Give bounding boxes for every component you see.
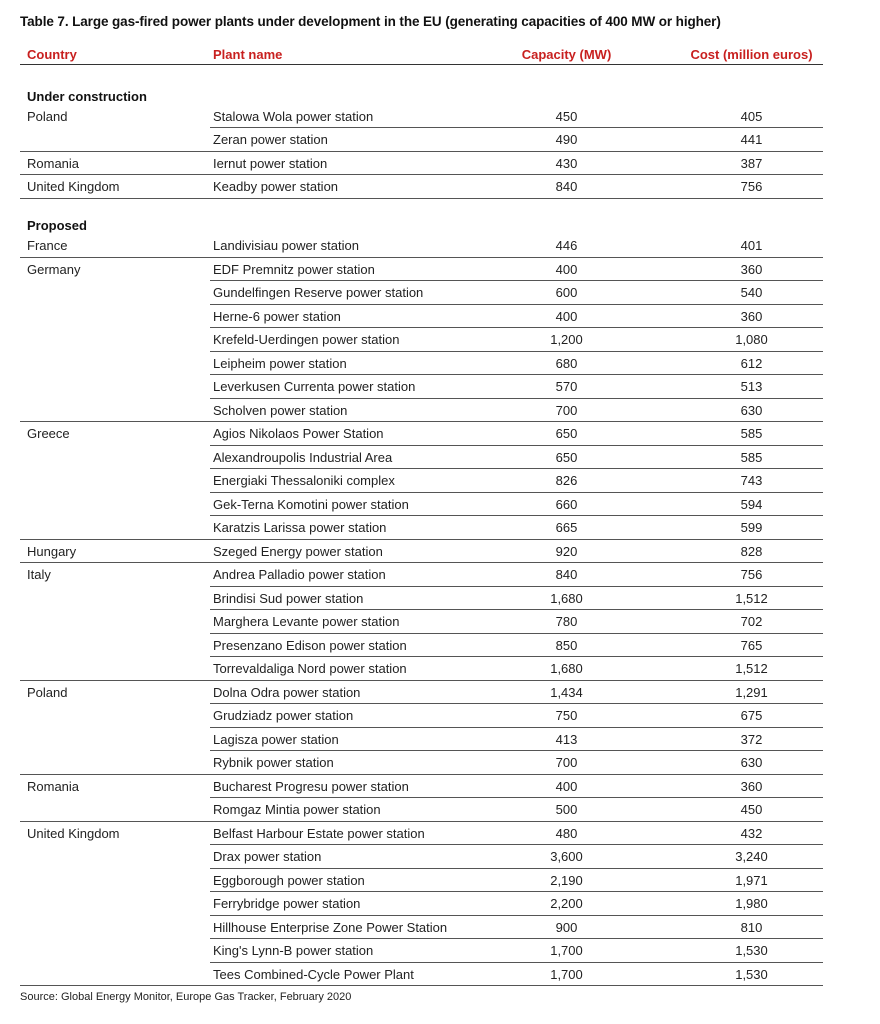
capacity-cell: 446 <box>555 238 578 253</box>
country-cell: Italy <box>27 567 51 582</box>
cost-cell: 594 <box>740 496 763 512</box>
capacity-cell: 780 <box>555 614 578 629</box>
section-label: Under construction <box>27 88 147 104</box>
plant-name-cell: Scholven power station <box>213 402 348 418</box>
table-row <box>20 634 823 658</box>
table-row <box>20 963 823 987</box>
capacity-cell: 1,700 <box>550 943 583 958</box>
table-row <box>20 305 823 329</box>
cost-cell: 1,291 <box>735 684 768 700</box>
table-row <box>20 822 823 846</box>
plant-name-cell: Szeged Energy power station <box>213 543 383 559</box>
table-row <box>20 657 823 681</box>
table-row <box>20 281 823 305</box>
power-plants-table <box>20 42 823 986</box>
table-row <box>20 869 823 893</box>
table-row <box>20 916 823 940</box>
capacity-cell: 750 <box>555 708 578 723</box>
cost-cell: 743 <box>740 473 763 488</box>
cost-cell: 401 <box>740 238 763 253</box>
section-heading <box>20 81 823 105</box>
capacity-cell: 700 <box>555 402 578 418</box>
cost-cell: 432 <box>740 825 763 841</box>
table-title: Table 7. Large gas-fired power plants under development in the EU (generating capacities of 400 MW or higher) <box>20 14 721 29</box>
plant-name-cell: Gek-Terna Komotini power station <box>213 496 409 512</box>
cost-cell: 675 <box>740 708 763 723</box>
cost-cell: 3,240 <box>735 849 768 864</box>
plant-name-cell: Brindisi Sud power station <box>213 590 364 606</box>
table-row <box>20 469 823 493</box>
table-body <box>20 81 823 986</box>
capacity-cell: 1,680 <box>550 590 583 606</box>
capacity-cell: 450 <box>555 108 578 124</box>
plant-name-cell: Keadby power station <box>213 179 339 194</box>
cost-cell: 599 <box>740 520 763 535</box>
cost-cell: 540 <box>740 285 763 300</box>
cost-cell: 372 <box>740 731 763 747</box>
plant-name-cell: Torrevaldaliga Nord power station <box>213 661 407 676</box>
plant-name-cell: Andrea Palladio power station <box>213 567 386 582</box>
country-cell: Greece <box>27 426 70 441</box>
plant-name-cell: Tees Combined-Cycle Power Plant <box>213 966 414 982</box>
capacity-cell: 920 <box>555 543 578 559</box>
capacity-cell: 3,600 <box>550 849 583 864</box>
table-row <box>20 563 823 587</box>
table-row <box>20 516 823 540</box>
capacity-cell: 840 <box>555 179 578 194</box>
cost-cell: 585 <box>740 426 763 441</box>
plant-name-cell: Marghera Levante power station <box>213 614 400 629</box>
table-row <box>20 845 823 869</box>
plant-name-cell: Belfast Harbour Estate power station <box>213 825 425 841</box>
plant-name-cell: Hillhouse Enterprise Zone Power Station <box>213 919 448 935</box>
table-row <box>20 681 823 705</box>
capacity-cell: 480 <box>555 825 578 841</box>
plant-name-cell: Energiaki Thessaloniki complex <box>213 473 395 488</box>
capacity-cell: 400 <box>555 308 578 324</box>
row-divider <box>20 985 823 986</box>
capacity-cell: 570 <box>555 379 578 394</box>
plant-name-cell: EDF Premnitz power station <box>213 261 375 277</box>
table-row <box>20 234 823 258</box>
plant-name-cell: Rybnik power station <box>213 755 334 770</box>
plant-name-cell: Stalowa Wola power station <box>213 108 374 124</box>
capacity-cell: 660 <box>555 496 578 512</box>
plant-name-cell: Eggborough power station <box>213 872 365 888</box>
country-cell: Romania <box>27 778 80 794</box>
cost-cell: 702 <box>740 614 763 629</box>
table-row <box>20 939 823 963</box>
capacity-cell: 850 <box>555 637 578 653</box>
capacity-cell: 430 <box>555 155 578 171</box>
cost-cell: 828 <box>740 543 763 559</box>
cost-cell: 765 <box>740 637 763 653</box>
source-note: Source: Global Energy Monitor, Europe Gas Tracker, February 2020 <box>20 991 352 1003</box>
capacity-cell: 500 <box>555 802 578 817</box>
table-row <box>20 728 823 752</box>
cost-cell: 1,530 <box>735 943 768 958</box>
capacity-cell: 1,680 <box>550 661 583 676</box>
plant-name-cell: Romgaz Mintia power station <box>213 802 381 817</box>
table-row <box>20 587 823 611</box>
plant-name-cell: Zeran power station <box>213 132 328 147</box>
plant-name-cell: Grudziadz power station <box>213 708 354 723</box>
section-label: Proposed <box>27 218 87 233</box>
table-row <box>20 775 823 799</box>
table-row <box>20 105 823 129</box>
plant-name-cell: Herne-6 power station <box>213 308 341 324</box>
header-cost: Cost (million euros) <box>690 47 813 62</box>
cost-cell: 513 <box>740 379 763 394</box>
capacity-cell: 1,434 <box>550 684 583 700</box>
capacity-cell: 2,190 <box>550 872 583 888</box>
table-row <box>20 352 823 376</box>
capacity-cell: 826 <box>555 473 578 488</box>
table-row <box>20 422 823 446</box>
table-row <box>20 175 823 199</box>
plant-name-cell: Alexandroupolis Industrial Area <box>213 449 393 465</box>
cost-cell: 405 <box>740 108 763 124</box>
cost-cell: 360 <box>740 261 763 277</box>
table-row <box>20 493 823 517</box>
country-cell: Germany <box>27 261 81 277</box>
cost-cell: 630 <box>740 755 763 770</box>
cost-cell: 630 <box>740 402 763 418</box>
plant-name-cell: Dolna Odra power station <box>213 684 361 700</box>
country-cell: Poland <box>27 108 68 124</box>
cost-cell: 756 <box>740 567 763 582</box>
plant-name-cell: Presenzano Edison power station <box>213 637 407 653</box>
table-row <box>20 798 823 822</box>
cost-cell: 810 <box>740 919 763 935</box>
capacity-cell: 413 <box>555 731 578 747</box>
cost-cell: 1,512 <box>735 661 768 676</box>
table-row <box>20 892 823 916</box>
plant-name-cell: Ferrybridge power station <box>213 896 361 911</box>
table-row <box>20 128 823 152</box>
cost-cell: 612 <box>740 355 763 371</box>
capacity-cell: 400 <box>555 261 578 277</box>
capacity-cell: 1,700 <box>550 966 583 982</box>
capacity-cell: 650 <box>555 426 578 441</box>
country-cell: Romania <box>27 155 80 171</box>
capacity-cell: 490 <box>555 132 578 147</box>
table-row <box>20 751 823 775</box>
capacity-cell: 900 <box>555 919 578 935</box>
table-row <box>20 446 823 470</box>
country-cell: United Kingdom <box>27 825 120 841</box>
cost-cell: 1,512 <box>735 590 768 606</box>
plant-name-cell: Gundelfingen Reserve power station <box>213 285 424 300</box>
capacity-cell: 400 <box>555 778 578 794</box>
plant-name-cell: Agios Nikolaos Power Station <box>213 426 384 441</box>
table-row <box>20 375 823 399</box>
country-cell: United Kingdom <box>27 179 120 194</box>
header-capacity: Capacity (MW) <box>521 47 612 62</box>
country-cell: France <box>27 238 68 253</box>
country-cell: Poland <box>27 684 68 700</box>
section-heading <box>20 211 823 235</box>
capacity-cell: 665 <box>555 520 578 535</box>
capacity-cell: 680 <box>555 355 578 371</box>
plant-name-cell: Iernut power station <box>213 155 328 171</box>
table-header-row <box>20 42 823 65</box>
country-cell: Hungary <box>27 543 77 559</box>
plant-name-cell: Karatzis Larissa power station <box>213 520 387 535</box>
table-row <box>20 258 823 282</box>
cost-cell: 360 <box>740 308 763 324</box>
plant-name-cell: Leipheim power station <box>213 355 347 371</box>
table-row <box>20 328 823 352</box>
plant-name-cell: Lagisza power station <box>213 731 339 747</box>
cost-cell: 585 <box>740 449 763 465</box>
capacity-cell: 1,200 <box>550 332 583 347</box>
plant-name-cell: Krefeld-Uerdingen power station <box>213 332 400 347</box>
capacity-cell: 840 <box>555 567 578 582</box>
table-row <box>20 704 823 728</box>
cost-cell: 441 <box>740 132 763 147</box>
cost-cell: 387 <box>740 155 763 171</box>
plant-name-cell: King's Lynn-B power station <box>213 943 374 958</box>
cost-cell: 1,530 <box>735 966 768 982</box>
plant-name-cell: Landivisiau power station <box>213 238 359 253</box>
cost-cell: 1,971 <box>735 872 768 888</box>
cost-cell: 1,980 <box>735 896 768 911</box>
plant-name-cell: Drax power station <box>213 849 322 864</box>
plant-name-cell: Bucharest Progresu power station <box>213 778 409 794</box>
cost-cell: 360 <box>740 778 763 794</box>
cost-cell: 450 <box>740 802 763 817</box>
cost-cell: 1,080 <box>735 332 768 347</box>
table-row <box>20 152 823 176</box>
row-divider <box>20 198 823 199</box>
capacity-cell: 600 <box>555 285 578 300</box>
capacity-cell: 650 <box>555 449 578 465</box>
table-row <box>20 540 823 564</box>
capacity-cell: 2,200 <box>550 896 583 911</box>
cost-cell: 756 <box>740 179 763 194</box>
capacity-cell: 700 <box>555 755 578 770</box>
table-row <box>20 399 823 423</box>
header-plant-name: Plant name <box>213 47 283 62</box>
plant-name-cell: Leverkusen Currenta power station <box>213 379 416 394</box>
table-row <box>20 610 823 634</box>
header-country: Country <box>27 47 77 62</box>
